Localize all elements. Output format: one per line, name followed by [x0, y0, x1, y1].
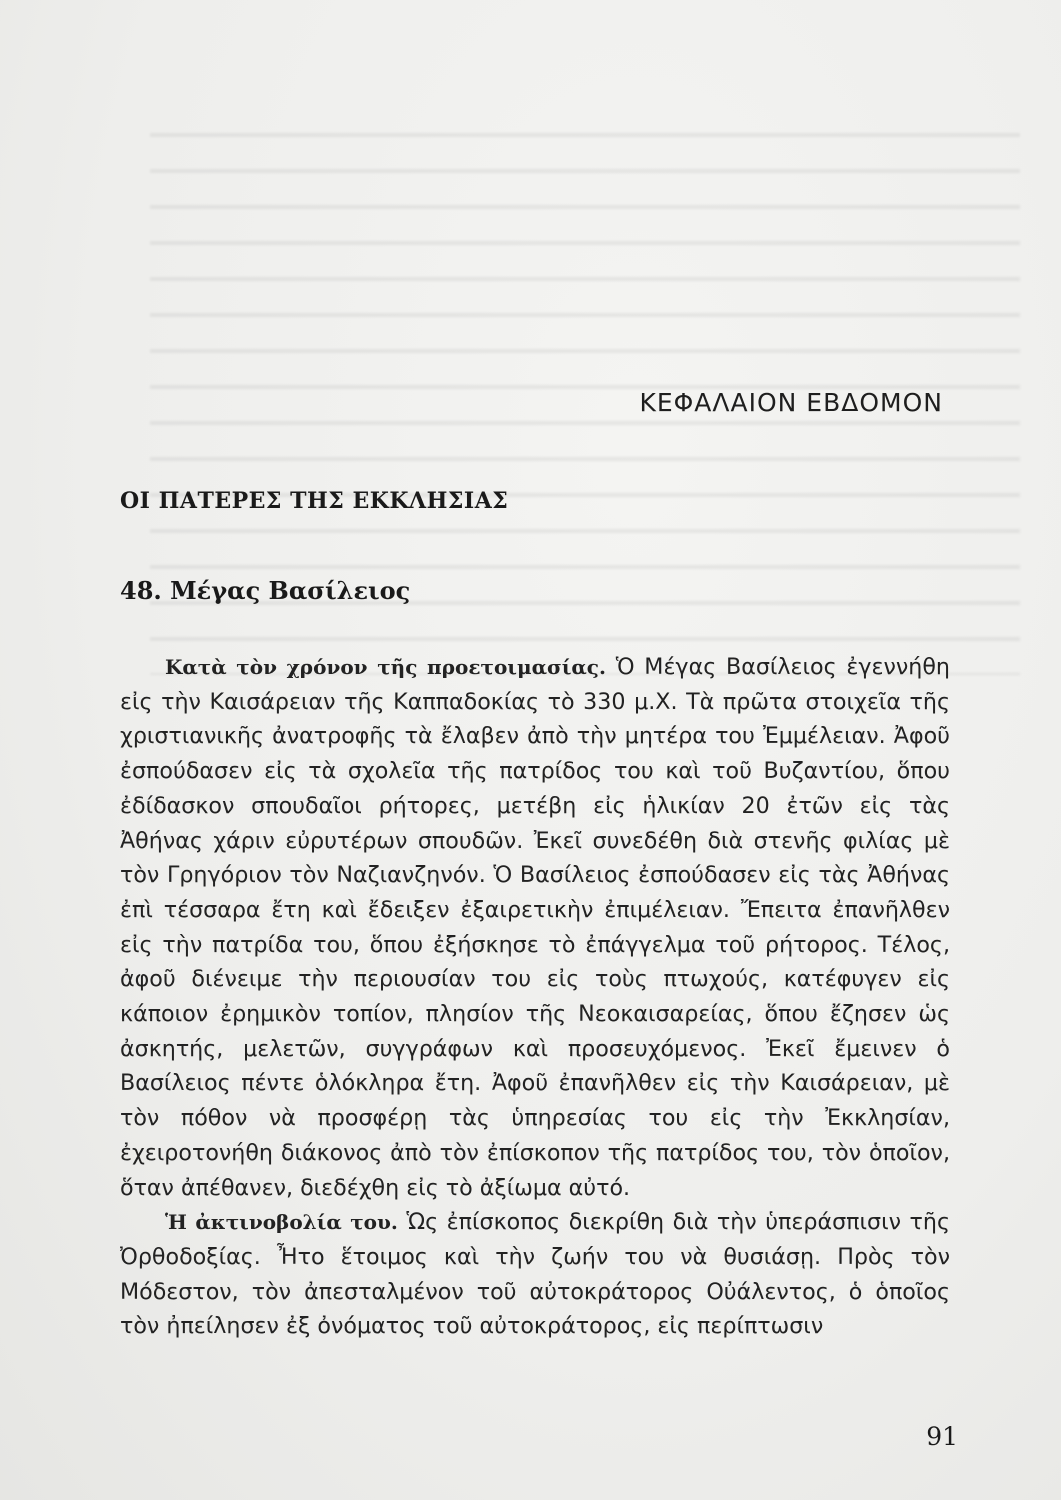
page-number: 91 [926, 1422, 958, 1451]
paragraph-heading: Κατὰ τὸν χρόνον τῆς προετοιμασίας. [165, 655, 606, 679]
part-title: ΟΙ ΠΑΤΕΡΕΣ ΤΗΣ ΕΚΚΛΗΣΙΑΣ [120, 488, 509, 514]
paragraph-text: Ὡς ἐπίσκοπος διεκρίθη διὰ τὴν ὑπεράσπισιν τῆς Ὀρθοδοξίας. Ἦτο ἕτοιμος καὶ τὴν ζωήν του νὰ θυσιάσῃ. Πρὸς τὸν Μόδεστον, τὸν ἀπεσταλμένον τοῦ αὐτοκράτορος Οὐάλεντος, ὁ ὁποῖος τὸν ἠπείλησεν ἐξ ὀνόματος τοῦ αὐτοκράτορος, εἰς περίπτωσιν [120, 1209, 950, 1340]
paragraph-text: Ὁ Μέγας Βασίλειος ἐγεννήθη εἰς τὴν Καισάρειαν τῆς Καππαδοκίας τὸ 330 μ.Χ. Τὰ πρῶτα στοιχεῖα τῆς χριστιανικῆς ἀνατροφῆς τὰ ἔλαβεν ἀπὸ τὴν μητέρα του Ἐμμέλειαν. Ἀφοῦ ἐσπούδασεν εἰς τὰ σχολεῖα τῆς πατρίδος του καὶ τοῦ Βυζαντίου, ὅπου ἐδίδασκον σπουδαῖοι ρήτορες, μετέβη εἰς ἡλικίαν 20 ἐτῶν εἰς τὰς Ἀθήνας χάριν εὐρυτέρων σπουδῶν. Ἐκεῖ συνεδέθη διὰ στενῆς φιλίας μὲ τὸν Γρηγόριον τὸν Ναζιανζηνόν. Ὁ Βασίλειος ἐσπούδασεν εἰς τὰς Ἀθήνας ἐπὶ τέσσαρα ἔτη καὶ ἔδειξεν ἐξαιρετικὴν ἐπιμέλειαν. Ἔπειτα ἐπανῆλθεν εἰς τὴν πατρίδα του, ὅπου ἐξήσκησε τὸ ἐπάγγελμα τοῦ ρήτορος. Τέλος, ἀφοῦ διένειμε τὴν περιουσίαν του εἰς τοὺς πτωχούς, κατέφυγεν εἰς κάποιον ἐρημικὸν τοπίον, πλησίον τῆς Νεοκαισαρείας, ὅπου ἔζησεν ὡς ἀσκητής, μελετῶν, συγγράφων καὶ προσευχόμενος. Ἐκεῖ ἔμεινεν ὁ Βασίλειος πέντε ὁλόκληρα ἔτη. Ἀφοῦ ἐπανῆλθεν εἰς τὴν Καισάρειαν, μὲ τὸν πόθον νὰ προσφέρῃ τὰς ὑπηρεσίας του εἰς τὴν Ἐκκλησίαν, ἐχειροτονήθη διάκονος ἀπὸ τὸν ἐπίσκοπον τῆς πατρίδος του, τὸν ὁποῖον, ὅταν ἀπέθανεν, διεδέχθη εἰς τὸ ἀξίωμα αὐτό. [120, 654, 950, 1201]
chapter-label: ΚΕΦΑΛΑΙΟΝ ΕΒΔΟΜΟΝ [639, 388, 943, 417]
paragraph-heading: Ἡ ἀκτινοβολία του. [165, 1210, 398, 1235]
section-title: 48. Μέγας Βασίλειος [120, 576, 411, 605]
body-text [120, 650, 950, 1344]
paragraph [120, 650, 950, 1205]
paragraph [120, 1205, 950, 1344]
